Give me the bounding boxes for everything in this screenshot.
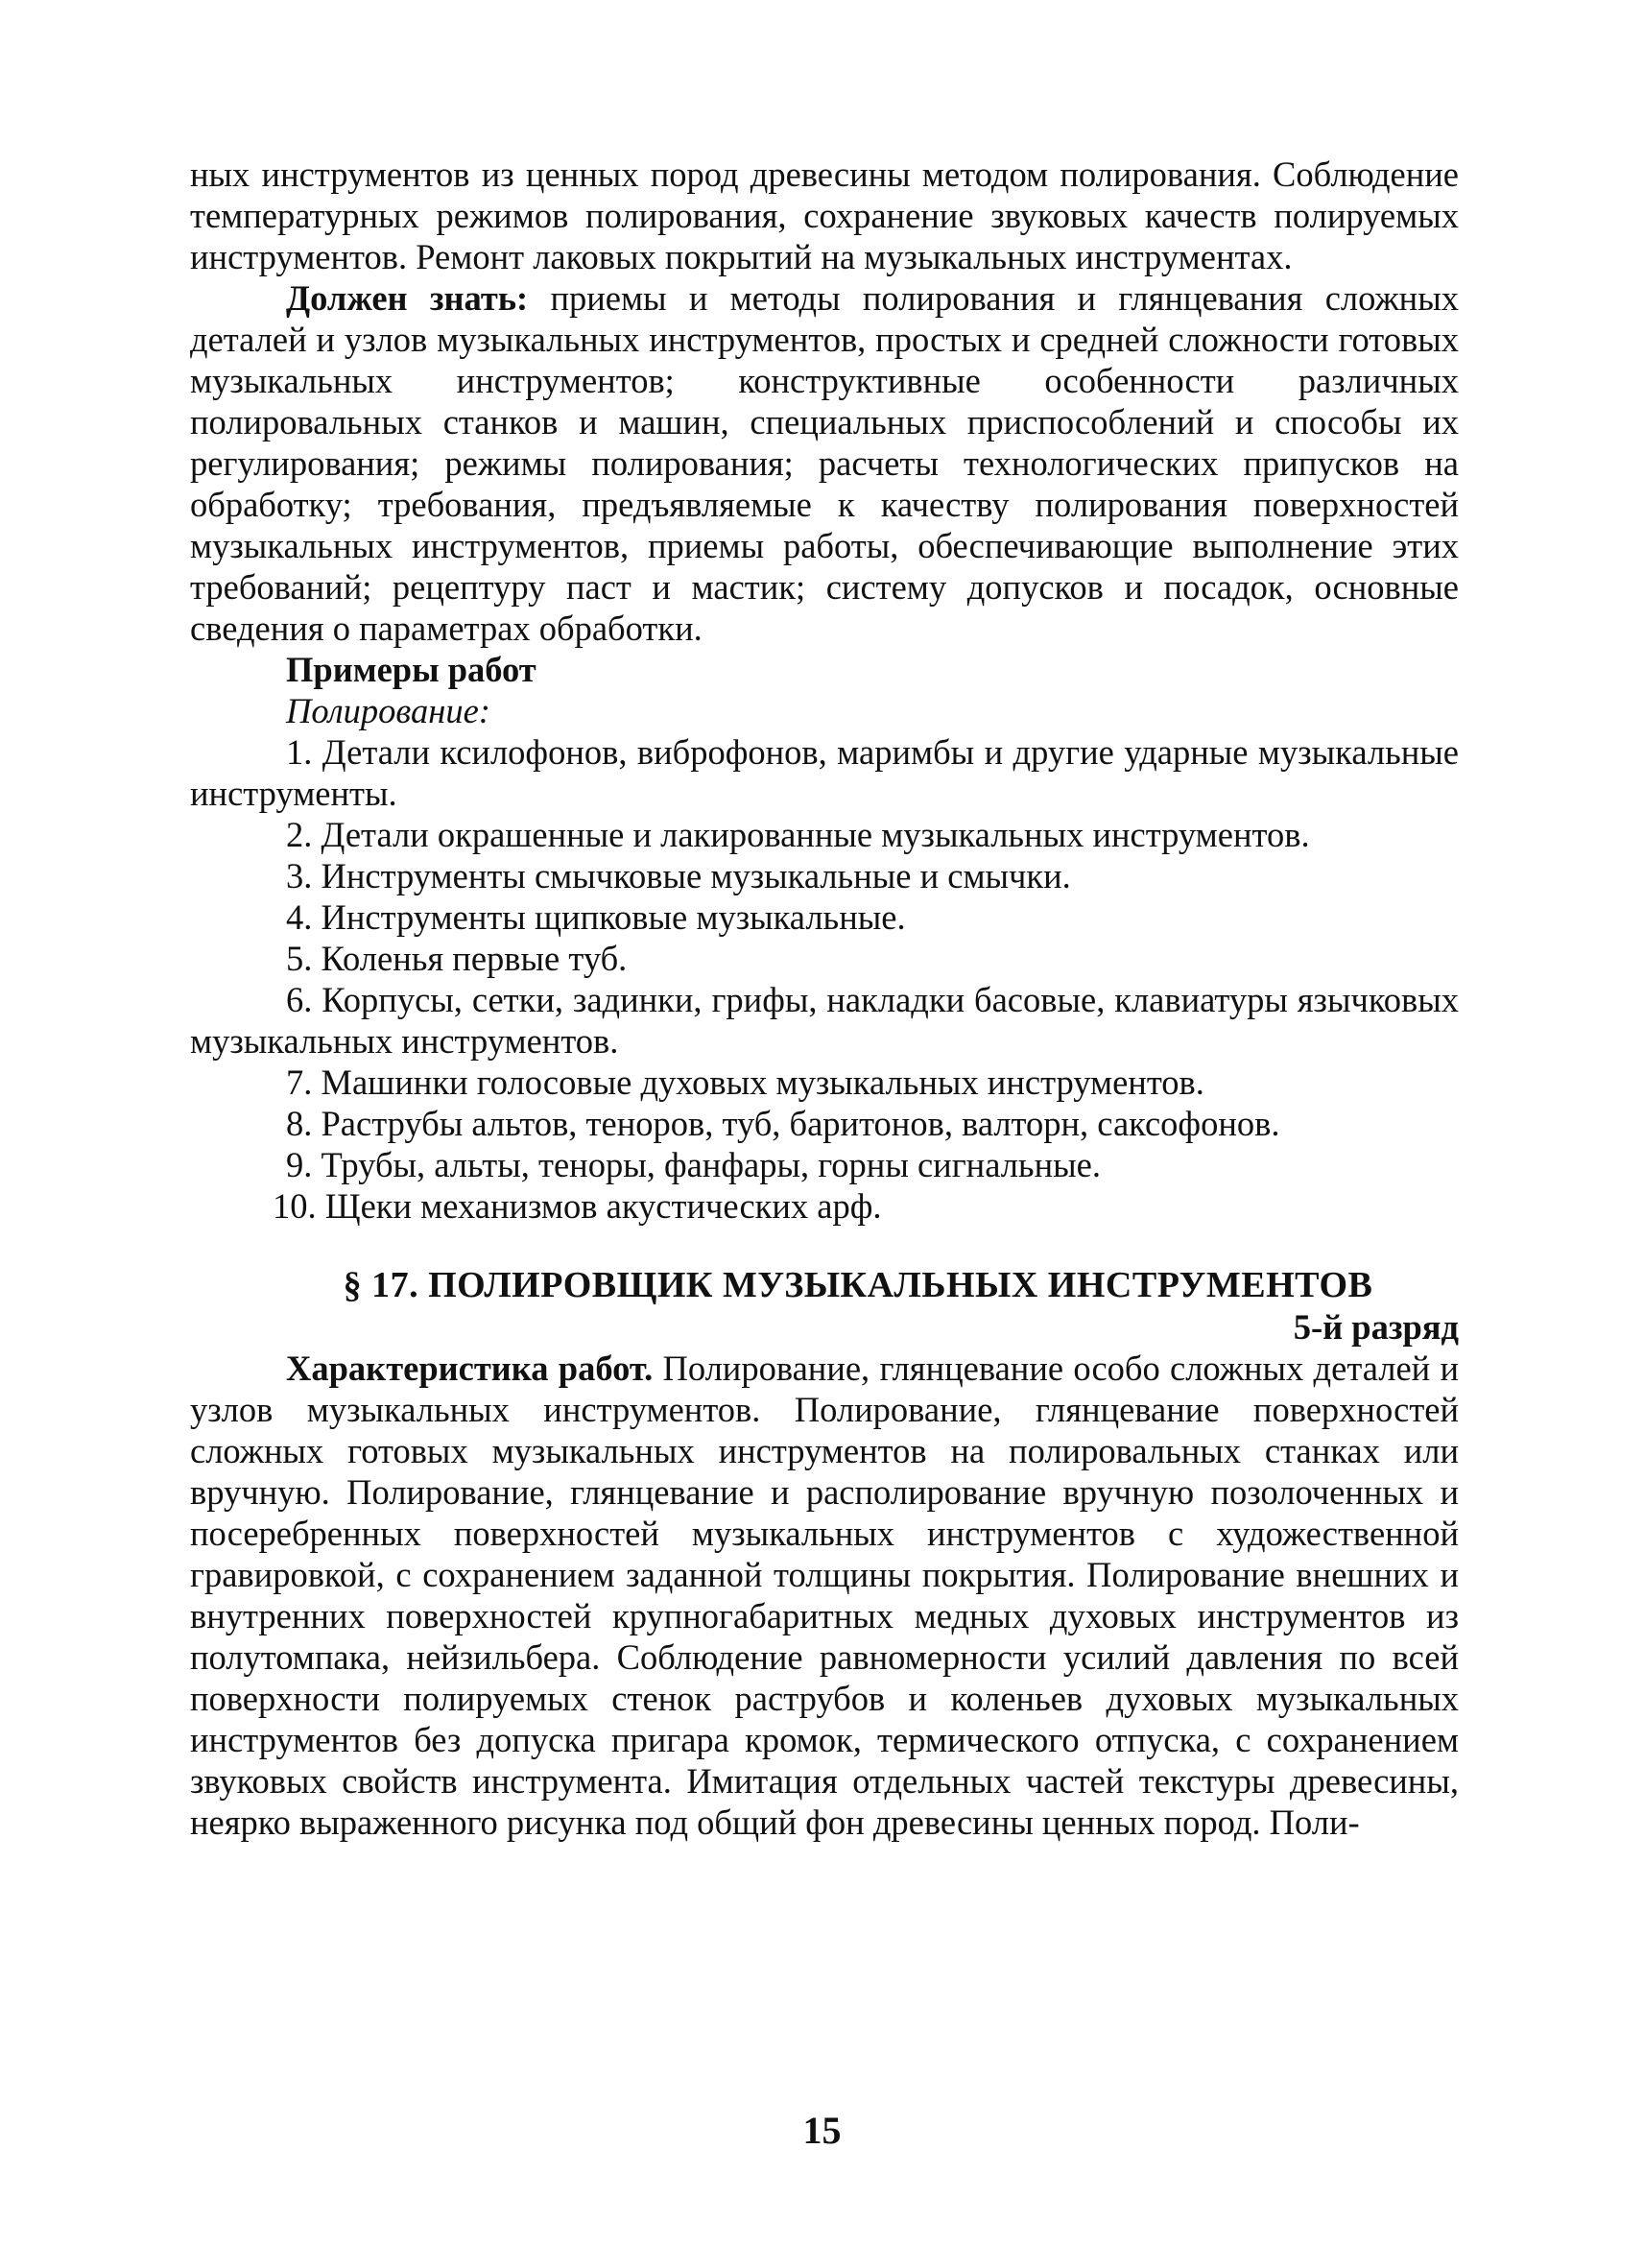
must-know-text: приемы и методы полирования и глянцевания сложных деталей и узлов музыкальных инструментов, простых и средней сложности готовых музыкальных инструментов; конструктивные особенности различных полировальных станков и машин, специальных приспособлений и способы их регулирования; режимы полирования; расчеты технологических припусков на обработку; требования, предъявляемые к качеству полирования поверхностей музыкальных инструментов, приемы работы, обеспечивающие выполнение этих требований; рецептуру паст и мастик; систему допусков и посадок, основные сведения о параметрах обработки. bbox=[190, 278, 1459, 648]
list-item: 1. Детали ксилофонов, виброфонов, маримбы и другие ударные музыкальные инструменты. bbox=[190, 732, 1459, 813]
page-number: 15 bbox=[802, 2109, 842, 2152]
characteristics-paragraph bbox=[190, 1348, 1459, 1843]
section-title: § 17. ПОЛИРОВЩИК МУЗЫКАЛЬНЫХ ИНСТРУМЕНТОВ bbox=[343, 1265, 1373, 1305]
page-content bbox=[190, 154, 1459, 1843]
must-know-paragraph bbox=[190, 277, 1459, 649]
must-know-label: Должен знать: bbox=[286, 278, 529, 318]
list-item: 3. Инструменты смычковые музыкальные и смычки. bbox=[286, 856, 1071, 895]
list-item: 10. Щеки механизмов акустических арф. bbox=[273, 1186, 882, 1226]
list-item: 2. Детали окрашенные и лакированные музыкальных инструментов. bbox=[286, 815, 1310, 854]
characteristics-text: Полирование, глянцевание особо сложных деталей и узлов музыкальных инструментов. Полирование, глянцевание поверхностей сложных готовых музыкальных инструментов на полировальных станках или вручную. Полирование, глянцевание и располирование вручную позолоченных и посеребренных поверхностей музыкальных инструментов с художественной гравировкой, с сохранением заданной толщины покрытия. Полирование внешних и внутренних поверхностей крупногабаритных медных духовых инструментов из полутомпака, нейзильбера. Соблюдение равномерности усилий давления по всей поверхности полируемых стенок раструбов и коленьев духовых музыкальных инструментов без допуска пригара кромок, термического отпуска, с сохранением звуковых свойств инструмента. Имитация отдельных частей текстуры древесины, неярко выраженного рисунка под общий фон древесины ценных пород. Поли- bbox=[190, 1349, 1459, 1842]
list-item: 4. Инструменты щипковые музыкальные. bbox=[286, 897, 906, 937]
list-item: 6. Корпусы, сетки, задинки, грифы, накладки басовые, клавиатуры язычковых музыкальных инструментов. bbox=[190, 980, 1459, 1061]
grade-label: 5-й разряд bbox=[1293, 1307, 1459, 1347]
list-item: 7. Машинки голосовые духовых музыкальных инструментов. bbox=[286, 1062, 1204, 1102]
examples-list bbox=[190, 731, 1459, 1227]
intro-paragraph: ных инструментов из ценных пород древесины методом полирования. Соблюдение температурных режимов полирования, сохранение звуковых качеств полируемых инструментов. Ремонт лаковых покрытий на музыкальных инструментах. bbox=[190, 155, 1459, 276]
list-item: 9. Трубы, альты, теноры, фанфары, горны сигнальные. bbox=[286, 1145, 1101, 1184]
list-item: 8. Раструбы альтов, теноров, туб, баритонов, валторн, саксофонов. bbox=[286, 1104, 1280, 1143]
list-item: 5. Коленья первые туб. bbox=[286, 939, 628, 978]
characteristics-label: Характеристика работ. bbox=[286, 1349, 654, 1388]
examples-subheading: Полирование: bbox=[286, 691, 490, 730]
examples-heading: Примеры работ bbox=[286, 650, 536, 689]
